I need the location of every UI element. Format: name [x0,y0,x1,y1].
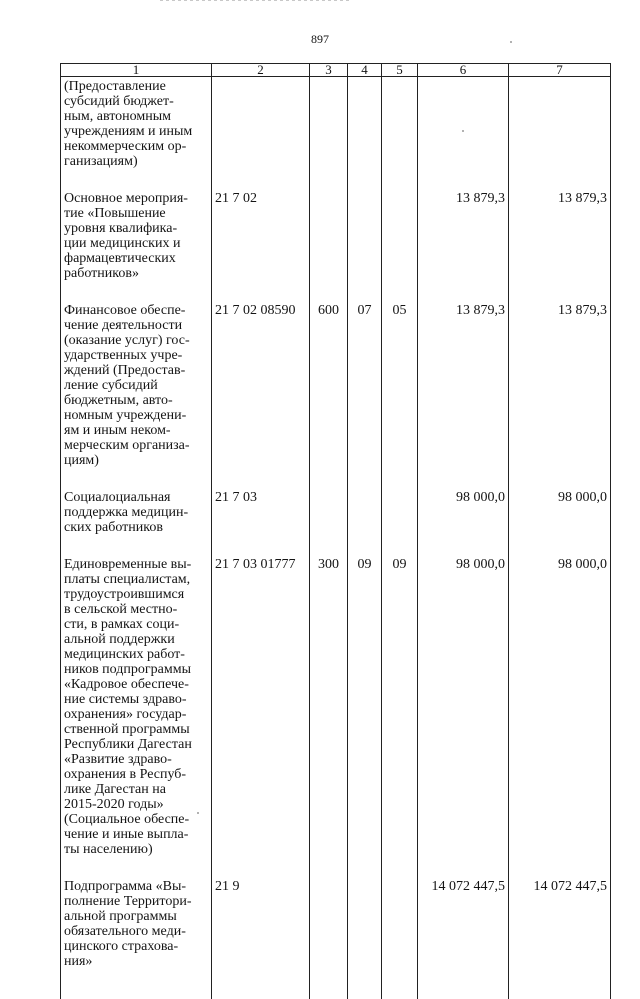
row-col3: 600 [310,301,348,488]
row-col3 [310,189,348,301]
row-name-cell [61,555,212,877]
row-col5: 09 [382,555,418,877]
row-col5 [382,877,418,999]
row-col7: 98 000,0 [509,555,611,877]
row-name-cell [61,77,212,190]
column-header-2: 2 [212,64,310,77]
row-code: 21 7 03 01777 [212,555,310,877]
column-header-6: 6 [418,64,509,77]
column-header-3: 3 [310,64,348,77]
row-name: Основное мероприя- тие «Повышение уровня квалифика- ции медицинских и фармацевтических работников» [64,191,188,281]
row-code [212,77,310,190]
column-header-7: 7 [509,64,611,77]
table-row [61,488,611,555]
table-row [61,877,611,999]
column-header-1: 1 [61,64,212,77]
budget-table [60,63,611,999]
row-col7: 98 000,0 [509,488,611,555]
row-name: Социалоциальная поддержка медицин- ских работников [64,490,189,535]
row-code: 21 9 [212,877,310,999]
table-row [61,189,611,301]
table-row [61,77,611,190]
row-col4 [348,877,382,999]
row-col6: 13 879,3 [418,189,509,301]
row-name: Подпрограмма «Вы- полнение Территори- альной программы обязательного меди- цинского страхова- ния» [64,879,192,969]
row-col3 [310,77,348,190]
row-col4 [348,488,382,555]
row-col5: 05 [382,301,418,488]
row-name: Финансовое обеспе- чение деятельности (оказание услуг) гос- ударственных учре- ждений (Предостав- ление субсидий бюджетным, авто- номным учреждени- ям и иным неком- мерческим организа- циям) [64,303,190,468]
column-header-5: 5 [382,64,418,77]
row-col3 [310,488,348,555]
row-code: 21 7 02 08590 [212,301,310,488]
row-code: 21 7 02 [212,189,310,301]
row-name-cell [61,189,212,301]
row-col5 [382,189,418,301]
row-col5 [382,488,418,555]
scan-top-edge [160,0,350,1]
row-col6: 98 000,0 [418,488,509,555]
page-number: 897 [311,32,329,46]
row-name-cell [61,301,212,488]
row-col7: 13 879,3 [509,189,611,301]
table-header-row [61,64,611,77]
row-col6: 98 000,0 [418,555,509,877]
row-col3: 300 [310,555,348,877]
table-row [61,555,611,877]
row-col7 [509,77,611,190]
row-col6 [418,77,509,190]
row-col6: 13 879,3 [418,301,509,488]
row-col7: 14 072 447,5 [509,877,611,999]
row-col4 [348,189,382,301]
row-code: 21 7 03 [212,488,310,555]
row-name-cell [61,488,212,555]
row-name: (Предоставление субсидий бюджет- ным, автономным учреждениям и иным некоммерческим ор- ганизациям) [64,79,193,169]
row-col4: 09 [348,555,382,877]
row-col4 [348,77,382,190]
row-col7: 13 879,3 [509,301,611,488]
column-header-4: 4 [348,64,382,77]
row-col5 [382,77,418,190]
row-col3 [310,877,348,999]
row-name: Единовременные вы- платы специалистам, трудоустроившимся в сельской местно- сти, в рамках соци- альной поддержки медицинских работ- ников подпрограммы «Кадровое обеспече- ние системы здраво- охранения» государ- ственной программы Республики Дагестан «Развитие здраво- охранения в Респуб- лике Дагестан на 2015-2020 годы» (Социальное обеспе- чение и иные выпла- ты населению) [64,557,192,857]
row-name-cell [61,877,212,999]
row-col4: 07 [348,301,382,488]
table-row [61,301,611,488]
row-col6: 14 072 447,5 [418,877,509,999]
